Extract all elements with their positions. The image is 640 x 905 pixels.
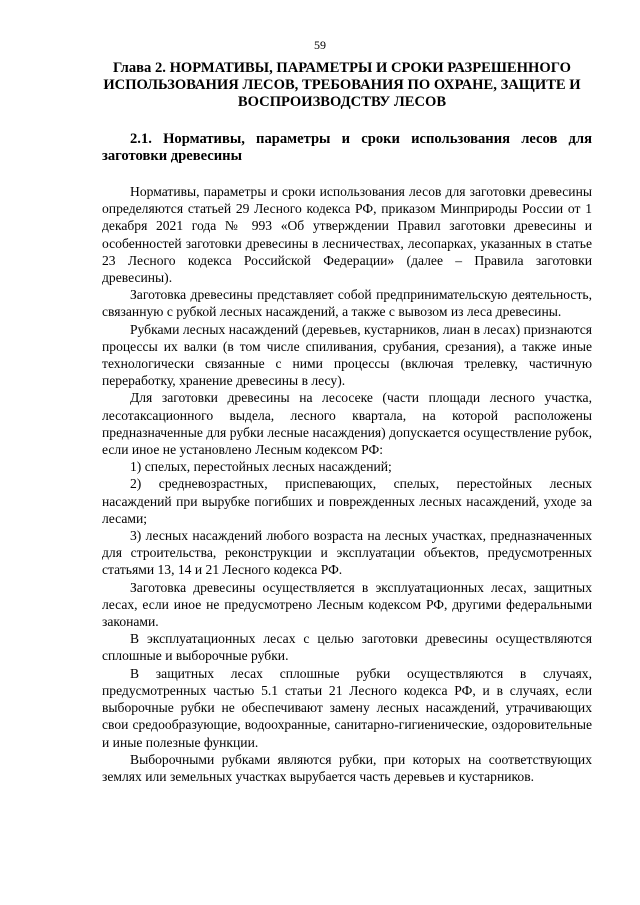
paragraph: В эксплуатационных лесах с целью заготовки древесины осуществляются сплошные и выборочные рубки. <box>102 631 592 664</box>
paragraph: Заготовка древесины осуществляется в эксплуатационных лесах, защитных лесах, если иное не предусмотрено Лесным кодексом РФ, другими федеральными законами. <box>102 579 592 630</box>
body-text <box>102 183 592 785</box>
list-item: 2) средневозрастных, приспевающих, спелых, перестойных лесных насаждений при вырубке погибших и поврежденных лесных насаждений, уходе за лесами; <box>102 476 592 526</box>
paragraph: Выборочными рубками являются рубки, при которых на соответствующих землях или земельных участках вырубается часть деревьев и кустарников. <box>102 751 592 784</box>
paragraph: Заготовка древесины представляет собой предпринимательскую деятельность, связанную с рубкой лесных насаждений, а также с вывозом из леса древесины. <box>102 287 592 320</box>
paragraph: В защитных лесах сплошные рубки осуществляются в случаях, предусмотренных частью 5.1 статьи 21 Лесного кодекса РФ, и в случаях, если выборочные рубки не обеспечивают замену лесных насаждений, утрачивающих свои средообразующие, водоохранные, санитарно-гигиенические, оздоровительные и иные полезные функции. <box>102 665 592 750</box>
paragraph: Рубками лесных насаждений (деревьев, кустарников, лиан в лесах) признаются процессы их валки (в том числе спиливания, срубания, срезания), а также иные технологически связанные с ними процессы (включая трелевку, частичную переработку, хранение древесины в лесу). <box>102 321 592 389</box>
paragraph: Для заготовки древесины на лесосеке (части площади лесного участка, лесотаксационного выдела, лесного квартала, на которой расположены предназначенные для рубки лесные насаждения) допускается осуществление рубок, если иное не установлено Лесным кодексом РФ: <box>102 390 592 458</box>
list-item: 3) лесных насаждений любого возраста на лесных участках, предназначенных для строительства, реконструкции и эксплуатации объектов, предусмотренных статьями 13, 14 и 21 Лесного кодекса РФ. <box>102 528 592 578</box>
paragraph: Нормативы, параметры и сроки использования лесов для заготовки древесины определяются статьей 29 Лесного кодекса РФ, приказом Минприроды России от 1 декабря 2021 года № 993 «Об утверждении Правил заготовки древесины и особенностей заготовки древесины в лесничествах, лесопарках, указанных в статье 23 Лесного кодекса Российской Федерации» (далее – Правила заготовки древесины). <box>102 184 592 286</box>
chapter-title: Глава 2. НОРМАТИВЫ, ПАРАМЕТРЫ И СРОКИ РАЗРЕШЕННОГО ИСПОЛЬЗОВАНИЯ ЛЕСОВ, ТРЕБОВАНИЯ ПО ОХРАНЕ, ЗАЩИТЕ И ВОСПРОИЗВОДСТВУ ЛЕСОВ <box>103 60 581 111</box>
section-title: 2.1. Нормативы, параметры и сроки использования лесов для заготовки древесины <box>102 131 592 165</box>
page-number: 59 <box>314 38 326 52</box>
list-item: 1) спелых, перестойных лесных насаждений; <box>130 459 392 475</box>
